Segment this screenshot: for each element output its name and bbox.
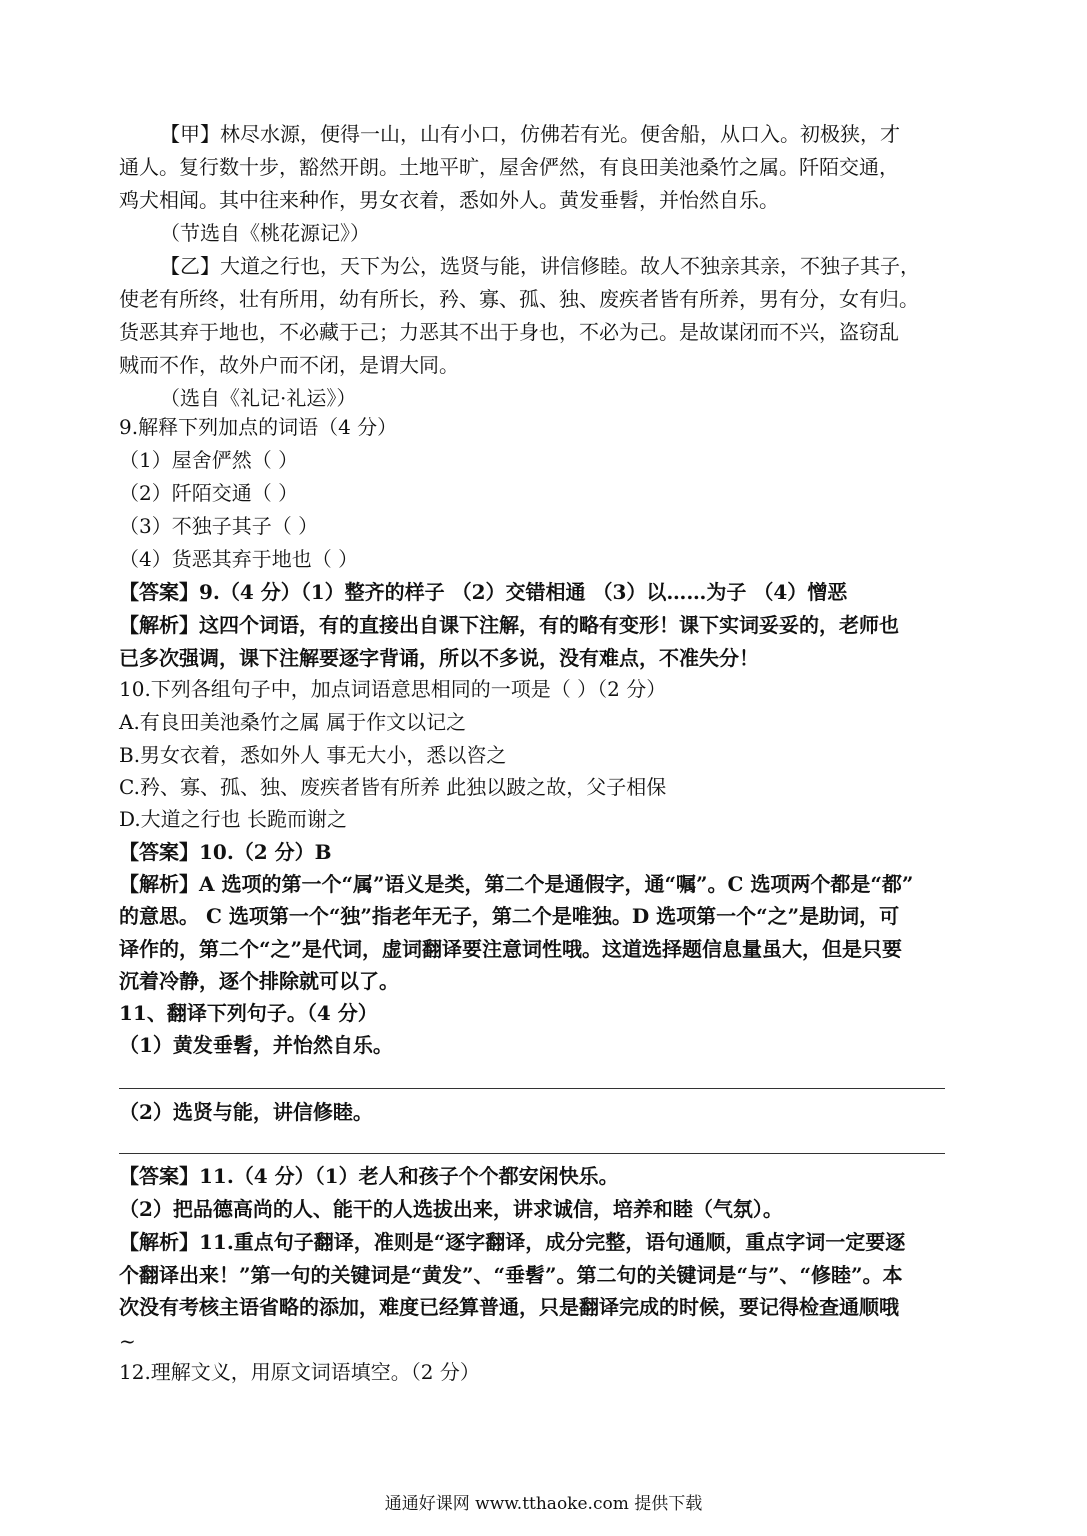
q9-answer: 【答案】9.（4 分）（1）整齐的样子 （2）交错相通 （3）以……为子 （4）憎恶: [119, 580, 848, 604]
q12-stem: 12.理解文义，用原文词语填空。（2 分）: [119, 1360, 480, 1384]
q11-analysis-line-4: ~: [119, 1329, 136, 1353]
q10-answer: 【答案】10.（2 分）B: [119, 840, 332, 864]
q9-item-4: （4）货恶其弃于地也（ ）: [119, 547, 359, 571]
q11-analysis-line-2: 个翻译出来！”第一句的关键词是“黄发”、“垂髫”。第二句的关键词是“与”、“修睦”。本: [119, 1263, 903, 1287]
q9-item-3: （3）不独子其子（ ）: [119, 514, 319, 538]
q10-option-d: D.大道之行也 长跪而谢之: [119, 807, 348, 831]
q10-analysis-line-3: 译作的，第二个“之”是代词，虚词翻译要注意词性哦。这道选择题信息量虽大，但是只要: [119, 937, 903, 961]
q9-analysis-line-2: 已多次强调，课下注解要逐字背诵，所以不多说，没有难点，不准失分！: [119, 646, 759, 670]
q10-analysis-line-2: 的意思。 C 选项第一个“独”指老年无子，第二个是唯独。D 选项第一个“之”是助词，可: [119, 904, 900, 928]
passage-jia-source: （节选自《桃花源记》）: [160, 221, 370, 245]
q10-option-b: B.男女衣着，悉如外人 事无大小，悉以咨之: [119, 743, 507, 767]
passage-yi-line-2: 使老有所终，壮有所用，幼有所长，矜、寡、孤、独、废疾者皆有所养，男有分，女有归。: [119, 287, 919, 311]
answer-blank-line-1: [119, 1088, 945, 1089]
q9-stem: 9.解释下列加点的词语（4 分）: [119, 415, 398, 439]
q11-item-2: （2）选贤与能，讲信修睦。: [119, 1100, 373, 1124]
q10-option-c: C.矜、寡、孤、独、废疾者皆有所养 此独以跛之故，父子相保: [119, 775, 667, 799]
q10-stem: 10.下列各组句子中，加点词语意思相同的一项是（ ）（2 分）: [119, 677, 667, 701]
q11-answer-line-1: 【答案】11.（4 分）（1）老人和孩子个个都安闲快乐。: [119, 1164, 619, 1188]
q9-item-1: （1）屋舍俨然（ ）: [119, 448, 299, 472]
q11-analysis-line-1: 【解析】11.重点句子翻译，准则是“逐字翻译，成分完整，语句通顺，重点字词一定要逐: [119, 1230, 906, 1254]
passage-jia-line-1: 【甲】林尽水源，便得一山，山有小口，仿佛若有光。便舍船，从口入。初极狭，才: [160, 122, 900, 146]
passage-yi-source: （选自《礼记·礼运》）: [160, 386, 357, 410]
passage-yi-line-1: 【乙】大道之行也，天下为公，选贤与能，讲信修睦。故人不独亲其亲，不独子其子，: [160, 254, 920, 278]
passage-jia-line-3: 鸡犬相闻。其中往来种作，男女衣着，悉如外人。黄发垂髫，并怡然自乐。: [119, 188, 779, 212]
q11-analysis-line-3: 次没有考核主语省略的添加，难度已经算普通，只是翻译完成的时候，要记得检查通顺哦: [119, 1295, 899, 1319]
q9-item-2: （2）阡陌交通（ ）: [119, 481, 299, 505]
passage-yi-line-3: 货恶其弃于地也，不必藏于己；力恶其不出于身也，不必为己。是故谋闭而不兴，盗窃乱: [119, 320, 899, 344]
q10-option-a: A.有良田美池桑竹之属 属于作文以记之: [119, 710, 467, 734]
passage-yi-line-4: 贼而不作，故外户而不闭，是谓大同。: [119, 353, 459, 377]
q11-item-1: （1）黄发垂髫，并怡然自乐。: [119, 1033, 393, 1057]
answer-blank-line-2: [119, 1153, 945, 1154]
page-footer: 通通好课网 www.tthaoke.com 提供下载: [384, 1494, 703, 1514]
q9-analysis-line-1: 【解析】这四个词语，有的直接出自课下注解，有的略有变形！课下实词妥妥的，老师也: [119, 613, 899, 637]
q11-stem: 11、翻译下列句子。（4 分）: [119, 1001, 378, 1025]
passage-jia-line-2: 通人。复行数十步，豁然开朗。土地平旷，屋舍俨然，有良田美池桑竹之属。阡陌交通，: [119, 155, 899, 179]
q10-analysis-line-4: 沉着冷静，逐个排除就可以了。: [119, 969, 399, 993]
q11-answer-line-2: （2）把品德高尚的人、能干的人选拔出来，讲求诚信，培养和睦（气氛）。: [119, 1197, 783, 1221]
q10-analysis-line-1: 【解析】A 选项的第一个“属”语义是类，第二个是通假字，通“嘱”。C 选项两个都是“都”: [119, 872, 914, 896]
